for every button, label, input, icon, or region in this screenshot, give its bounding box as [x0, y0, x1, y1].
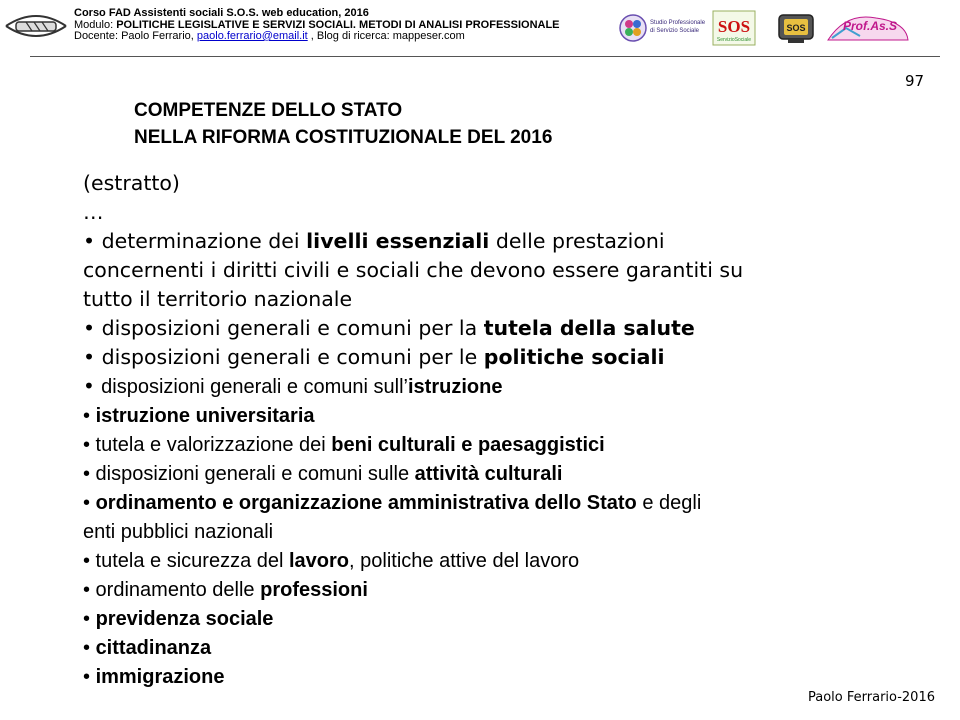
title-line-1: COMPETENZE DELLO STATO: [134, 100, 403, 121]
list-item: • cittadinanza: [83, 637, 212, 659]
slide-title: [134, 97, 552, 151]
slide-header: [0, 0, 960, 58]
list-item: • disposizioni generali e comuni sull’istruzione: [83, 374, 503, 398]
list-item-continuation: concernenti i diritti civili e sociali che devono essere garantiti su: [83, 258, 744, 282]
list-item: • disposizioni generali e comuni sulle attività culturali: [83, 463, 563, 485]
sos-logo-text: SOS: [717, 17, 751, 36]
list-item: • ordinamento delle professioni: [83, 579, 368, 601]
module-line: Modulo: POLITICHE LEGISLATIVE E SERVIZI SOCIALI. METODI DI ANALISI PROFESSIONALE: [74, 18, 560, 31]
course-info: [74, 8, 560, 43]
footer-author: Paolo Ferrario-2016: [808, 690, 935, 705]
prof-ass-logo-text: Prof.As.S: [842, 19, 898, 33]
header-divider: [30, 56, 940, 57]
sos-tv-logo: [776, 10, 818, 46]
list-item: • determinazione dei livelli essenziali delle prestazioni: [83, 229, 665, 253]
handshake-logo-icon: [4, 6, 68, 46]
sos-servizio-sociale-logo: [712, 10, 756, 46]
email-link[interactable]: paolo.ferrario@email.it: [196, 30, 308, 42]
ellipsis: …: [83, 200, 104, 224]
title-line-2: NELLA RIFORMA COSTITUZIONALE DEL 2016: [134, 127, 553, 148]
list-item: • immigrazione: [83, 666, 225, 688]
list-item: • tutela e sicurezza del lavoro, politiche attive del lavoro: [83, 550, 580, 572]
module-name: POLITICHE LEGISLATIVE E SERVIZI SOCIALI. METODI DI ANALISI PROFESSIONALE: [116, 18, 560, 31]
list-item: • ordinamento e organizzazione amministrativa dello Stato e degli: [83, 492, 702, 514]
page-number: 97: [905, 72, 925, 90]
estratto-label: (estratto): [83, 171, 180, 195]
studio-logo-line2: di Servizio Sociale: [650, 28, 700, 34]
list-item: • previdenza sociale: [83, 608, 274, 630]
studio-logo-line1: Studio Professionale: [650, 20, 706, 26]
list-item: • tutela e valorizzazione dei beni culturali e paesaggistici: [83, 434, 605, 456]
list-item-continuation: enti pubblici nazionali: [83, 521, 274, 543]
course-title: Corso FAD Assistenti sociali S.O.S. web education, 2016: [74, 7, 369, 19]
prof-ass-logo: [826, 10, 910, 46]
list-item: • disposizioni generali e comuni per le politiche sociali: [83, 345, 665, 369]
teacher-line: Docente: Paolo Ferrario, paolo.ferrario@email.it , Blog di ricerca: mappeser.com: [74, 30, 465, 42]
sos-logo-sub: ServizioSociale: [716, 37, 752, 43]
studio-professionale-logo: [617, 10, 707, 46]
list-item: • disposizioni generali e comuni per la tutela della salute: [83, 316, 695, 340]
sos-tv-logo-text: SOS: [786, 23, 806, 33]
list-item-continuation: tutto il territorio nazionale: [83, 287, 353, 311]
list-item: • istruzione universitaria: [83, 405, 315, 427]
slide-body: [83, 169, 943, 692]
